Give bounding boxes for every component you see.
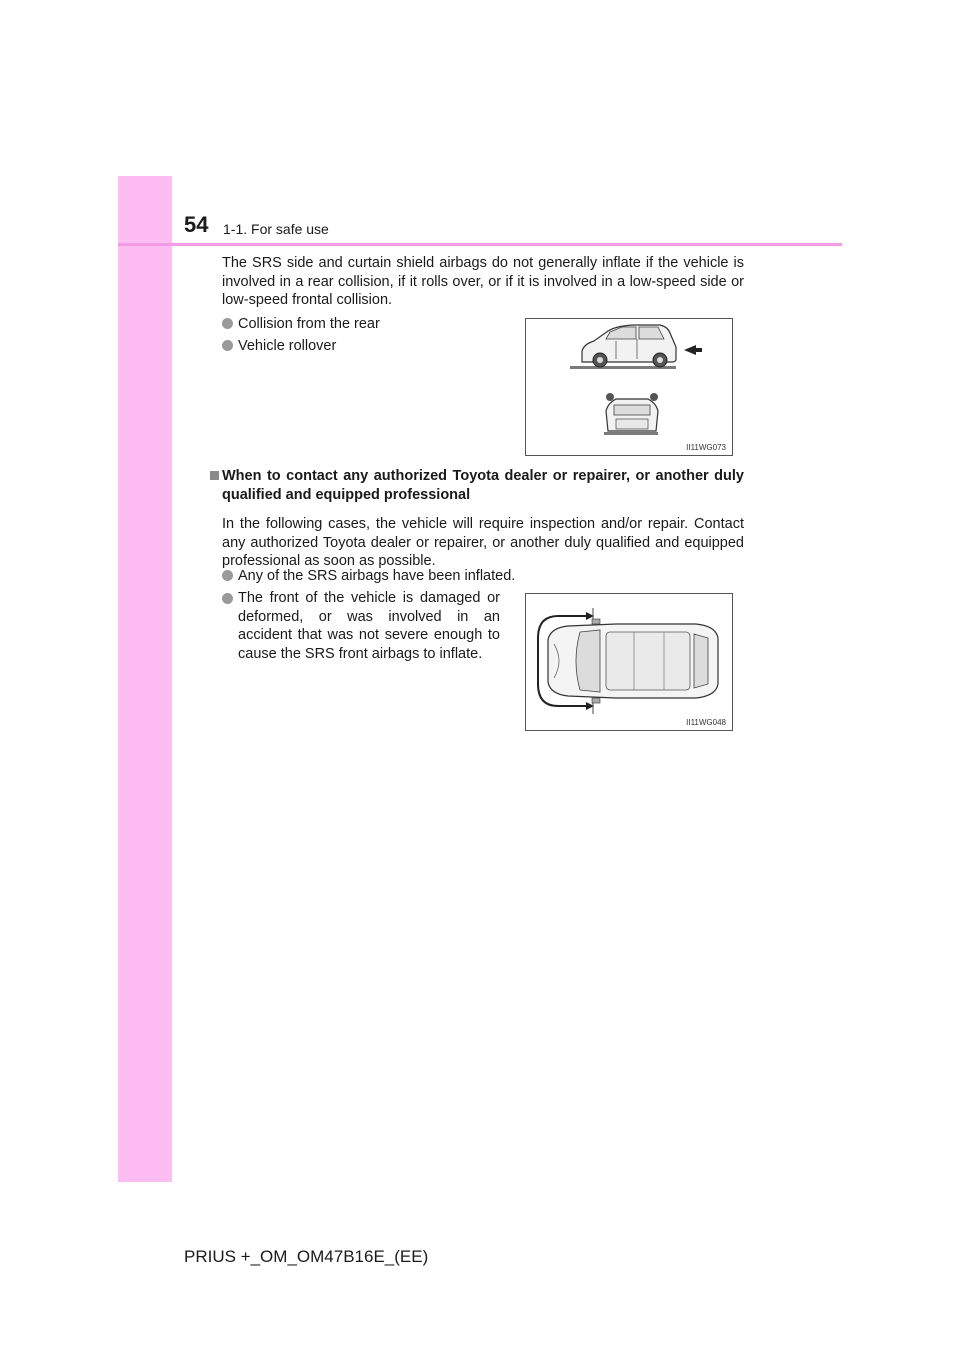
header-rule: [118, 243, 842, 246]
bullet-dot: [222, 318, 233, 329]
document-id: PRIUS +_OM_OM47B16E_(EE): [184, 1247, 429, 1266]
car-top-view-illustration: [526, 594, 732, 730]
intro-paragraph: The SRS side and curtain shield airbags do not generally inflate if the vehicle is involved in a rear collision, if it rolls over, or if it is involved in a low-speed side or low-speed frontal collision.: [222, 255, 744, 308]
bullet-dot: [222, 340, 233, 351]
figure-code: II11WG073: [686, 443, 726, 452]
figure-code: II11WG048: [686, 718, 726, 727]
side-tab-band: [118, 176, 172, 1182]
bullet-airbags-inflated: Any of the SRS airbags have been inflated.: [222, 567, 515, 586]
section-title: 1-1. For safe use: [223, 221, 329, 237]
bullet-front-damaged: The front of the vehicle is damaged or deformed, or was involved in an accident that was not severe enough to cause the SRS front airbags to inflate.: [222, 589, 500, 663]
bullet-vehicle-rollover: Vehicle rollover: [222, 337, 336, 356]
inspection-paragraph: In the following cases, the vehicle will require inspection and/or repair. Contact any authorized Toyota dealer or repairer, or another duly qualified and equipped professional as soon as possible.: [222, 516, 744, 569]
bullet-collision-rear: Collision from the rear: [222, 315, 380, 334]
bullet-dot: [222, 570, 233, 581]
car-side-and-rollover-illustration: [526, 319, 732, 455]
heading-square-icon: [210, 471, 219, 480]
figure-rear-collision-rollover: [525, 318, 733, 456]
page-number: 54: [184, 212, 209, 237]
section-heading: When to contact any authorized Toyota dealer or repairer, or another duly qualified and equipped professional: [210, 467, 744, 505]
figure-front-damage-area: [525, 593, 733, 731]
bullet-dot: [222, 593, 233, 604]
